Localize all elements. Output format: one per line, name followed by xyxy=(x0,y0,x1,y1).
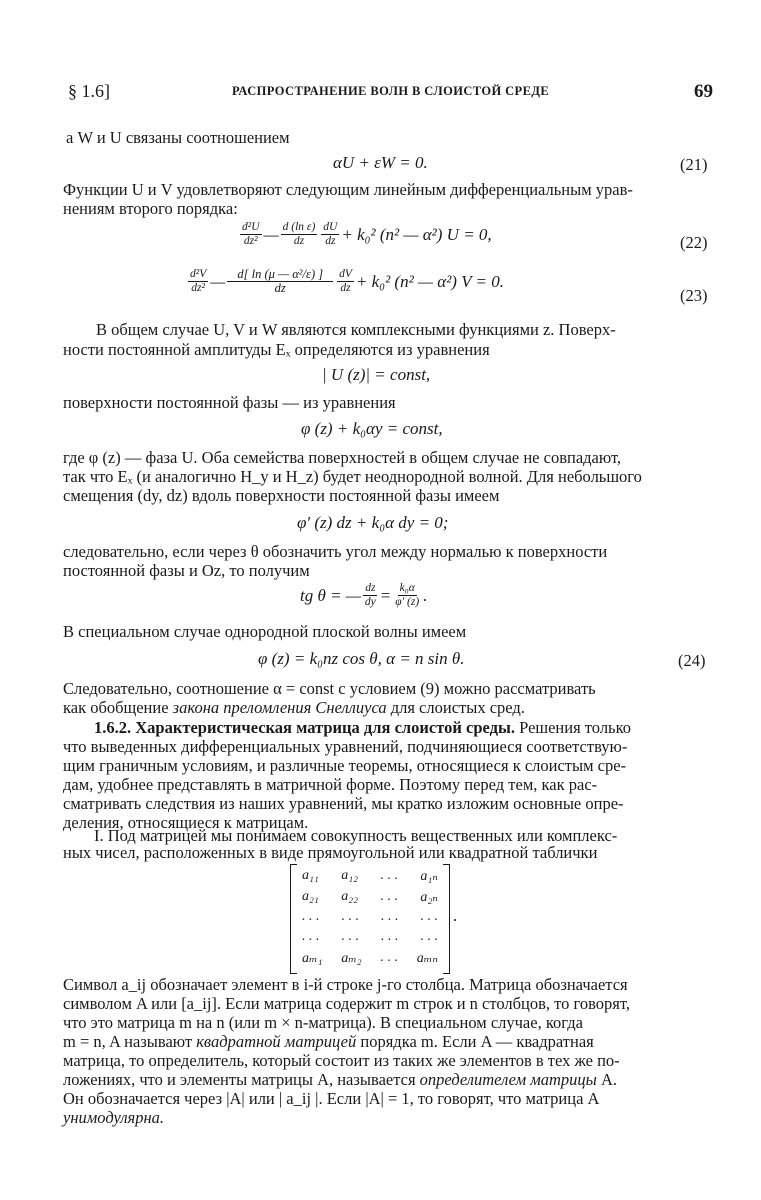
equation-number: (24) xyxy=(678,651,706,670)
equation-differential: φ′ (z) dz + k₀α dy = 0; xyxy=(297,513,449,532)
paragraph-line: что это матрица m на n (или m × n-матрица). В специальном случае, когда xyxy=(63,1013,583,1032)
paragraph-line: ложениях, что и элементы матрицы A, называется определителем матрицы A. xyxy=(63,1070,618,1089)
paragraph-line: сматривать следствия из наших уравнений, мы кратко изложим основные опре- xyxy=(63,794,624,813)
fraction: $\frac{dz}{dy}$ xyxy=(364,582,376,608)
equation-21: αU + εW = 0. xyxy=(333,153,428,172)
matrix xyxy=(290,864,450,972)
paragraph-line: m = n, A называют квадратной матрицей порядка m. Если A — квадратная xyxy=(63,1032,594,1051)
paragraph-line: ных чисел, расположенных в виде прямоугольной или квадратной таблички xyxy=(63,843,598,862)
paragraph-line: следовательно, если через θ обозначить угол между нормалью к поверхности xyxy=(63,542,608,561)
matrix-period: . xyxy=(453,906,458,925)
paragraph-line: поверхности постоянной фазы — из уравнения xyxy=(63,393,396,412)
section-heading: 1.6.2. Характеристическая матрица для слоистой среды. xyxy=(94,718,515,737)
paragraph-line: постоянной фазы и Oz, то получим xyxy=(63,561,310,580)
paragraph-line: смещения (dy, dz) вдоль поверхности постоянной фазы имеем xyxy=(63,486,500,505)
equation-number: (23) xyxy=(680,286,708,305)
paragraph-line: В специальном случае однородной плоской волны имеем xyxy=(63,622,467,641)
paragraph-line: как обобщение закона преломления Снеллиуса для слоистых сред. xyxy=(63,698,525,717)
paragraph-line: Символ a_ij обозначает элемент в i-й строке j-го столбца. Матрица обозначается xyxy=(63,975,628,994)
paragraph-line: унимодулярна. xyxy=(63,1108,165,1127)
page-number: 69 xyxy=(694,81,713,102)
equation-24: φ (z) = k₀nz cos θ, α = n sin θ. xyxy=(258,649,465,668)
matrix-row: . . . . . . . . . . . . xyxy=(302,909,438,924)
fraction: $\frac{\text{d²V}}{\text{dz²}}$ xyxy=(190,268,207,294)
fraction: $\frac{\text{d[ ln (μ — α²/ε) ]}}{dz}$ xyxy=(227,268,333,295)
matrix-right-bracket xyxy=(443,864,450,974)
fraction: $\frac{\text{d²U}}{\text{dz²}}$ xyxy=(242,221,260,247)
running-title: РАСПРОСТРАНЕНИЕ ВОЛН В СЛОИСТОЙ СРЕДЕ xyxy=(232,84,550,98)
fraction: $\frac{dV}{dz}$ xyxy=(339,268,352,294)
paragraph-line: а W и U связаны соотношением xyxy=(66,128,290,147)
paragraph-line: деления, относящиеся к матрицам. xyxy=(63,813,309,832)
fraction: $\frac{dU}{dz}$ xyxy=(323,221,338,247)
matrix-row: . . . . . . . . . . . . xyxy=(302,929,438,944)
paragraph-line: дам, удобнее представлять в матричной форме. Поэтому перед тем, как рас- xyxy=(63,775,598,794)
paragraph-line: щим граничным условиям, и различные теоремы, относящиеся к слоистым сре- xyxy=(63,756,627,775)
paragraph-line: так что Eₓ (и аналогично H_y и H_z) будет неоднородной волной. Для небольшого xyxy=(63,467,642,486)
equation-number: (22) xyxy=(680,233,708,252)
paragraph-line: что выведенных дифференциальных уравнений, подчиняющиеся соответствую- xyxy=(63,737,628,756)
equation-phase: φ (z) + k₀αy = const, xyxy=(301,419,443,438)
fraction: $\frac{\text{d (ln ε)}}{dz}$ xyxy=(282,221,316,247)
equation-number: (21) xyxy=(680,155,708,174)
paragraph-line: ности постоянной амплитуды Eₓ определяются из уравнения xyxy=(63,340,490,359)
paragraph-line: символом A или [a_ij]. Если матрица содержит m строк и n столбцов, то говорят, xyxy=(63,994,630,1013)
paragraph-line: Функции U и V удовлетворяют следующим линейным дифференциальным урав- xyxy=(63,180,633,199)
equation-tangent: tg θ = — $\frac{dz}{dy}$ = $\frac{\text{k₀α}}{\varphi' (z)}$ . xyxy=(300,582,428,608)
paragraph-line: В общем случае U, V и W являются комплексными функциями z. Поверх- xyxy=(96,320,616,339)
equation-22: $\frac{\text{d²U}}{\text{dz²}}$ — $\frac{\text{d (ln ε)}}{dz}$ $\frac{dU}{dz}$ + k₀² (n² — α²) U = 0, xyxy=(242,221,492,247)
paragraph-line: матрица, то определитель, который состоит из таких же элементов в тех же по- xyxy=(63,1051,620,1070)
section-number: § 1.6] xyxy=(68,81,110,101)
equation-amplitude: | U (z)| = const, xyxy=(322,365,431,384)
matrix-row: a₂₁ a₂₂ . . . a₂ₙ xyxy=(302,889,438,905)
paragraph-line: нениям второго порядка: xyxy=(63,199,238,218)
fraction: $\frac{\text{k₀α}}{\varphi' (z)}$ xyxy=(395,582,420,608)
paragraph-line: где φ (z) — фаза U. Оба семейства поверхностей в общем случае не совпадают, xyxy=(63,448,622,467)
paragraph-line: Он обозначается через |A| или | a_ij |. Если |A| = 1, то говорят, что матрица A xyxy=(63,1089,600,1108)
matrix-row: a₁₁ a₁₂ . . . a₁ₙ xyxy=(302,868,438,884)
section-heading-line: 1.6.2. Характеристическая матрица для слоистой среды. Решения только xyxy=(94,718,632,737)
paragraph-line: I. Под матрицей мы понимаем совокупность вещественных или комплекс- xyxy=(94,826,618,845)
paragraph-line: Следовательно, соотношение α = const с условием (9) можно рассматривать xyxy=(63,679,596,698)
equation-23: $\frac{\text{d²V}}{\text{dz²}}$ — $\frac{\text{d[ ln (μ — α²/ε) ]}}{dz}$ $\frac{dV}{dz}$ + k₀² (n² — α²) V = 0. xyxy=(190,267,505,295)
matrix-row: aₘ₁ aₘ₂ . . . aₘₙ xyxy=(302,950,438,966)
matrix-left-bracket xyxy=(290,864,297,974)
